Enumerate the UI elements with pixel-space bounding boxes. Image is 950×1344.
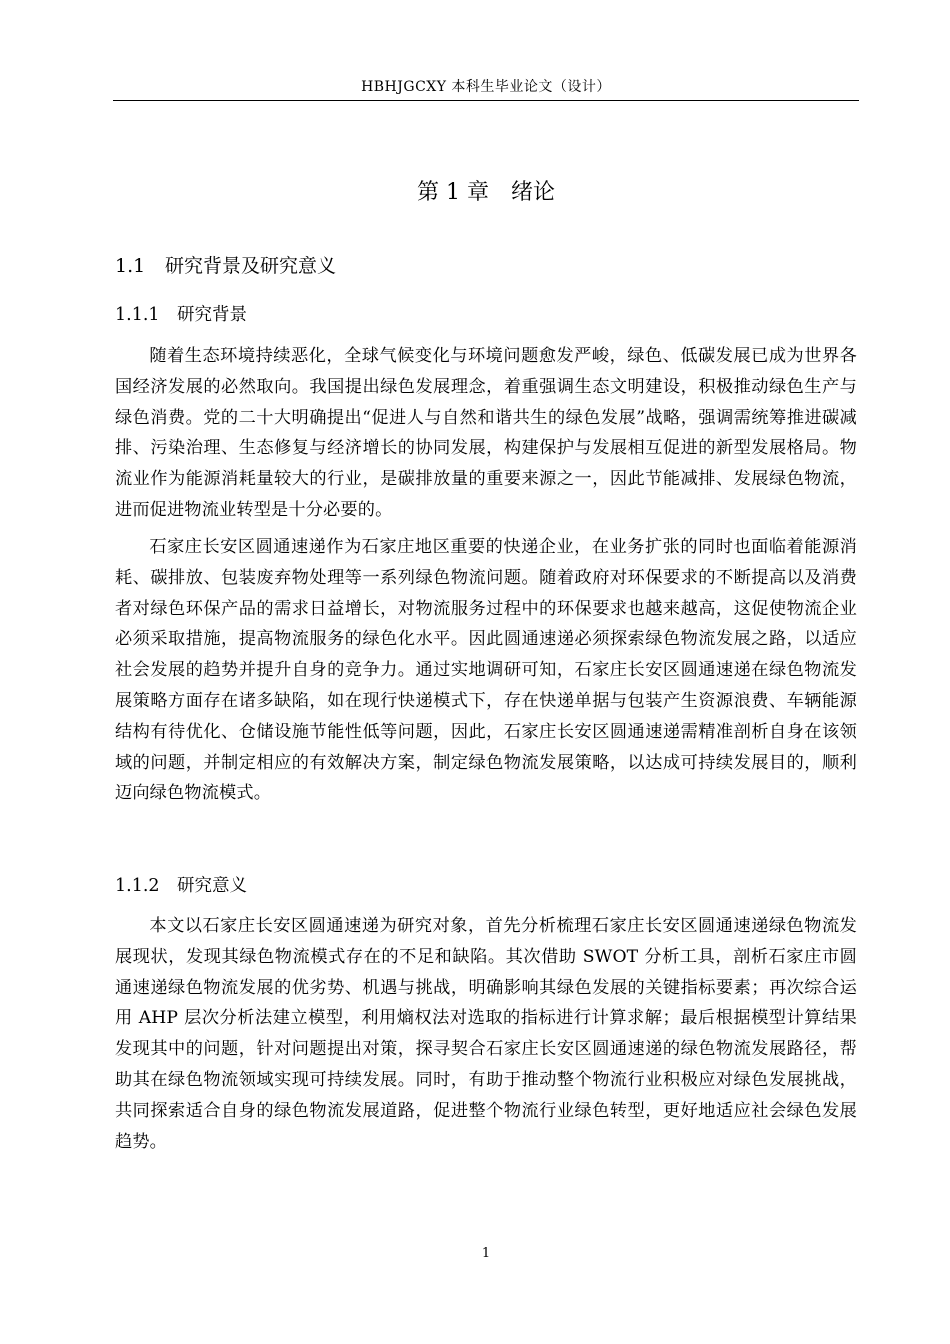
body-paragraph: 本文以石家庄长安区圆通速递为研究对象，首先分析梳理石家庄长安区圆通速递绿色物流发展现状，发现其绿色物流模式存在的不足和缺陷。其次借助 SWOT 分析工具，剖析石家庄市圆通速递绿色物流发展的优劣势、机遇与挑战，明确影响其绿色发展的关键指标要素；再次综合运用 AHP 层次分析法建立模型，利用熵权法对选取的指标进行计算求解；最后根据模型计算结果发现其中的问题，针对问题提出对策，探寻契合石家庄长安区圆通速递的绿色物流发展路径，帮助其在绿色物流领域实现可持续发展。同时，有助于推动整个物流行业积极应对绿色发展挑战，共同探索适合自身的绿色物流发展道路，促进整个物流行业绿色转型，更好地适应社会绿色发展趋势。	[115, 916, 857, 1152]
body-paragraph: 石家庄长安区圆通速递作为石家庄地区重要的快递企业，在业务扩张的同时也面临着能源消耗、碳排放、包装废弃物处理等一系列绿色物流问题。随着政府对环保要求的不断提高以及消费者对绿色环保产品的需求日益增长，对物流服务过程中的环保要求也越来越高，这促使物流企业必须采取措施，提高物流服务的绿色化水平。因此圆通速递必须探索绿色物流发展之路，以适应社会发展的趋势并提升自身的竞争力。通过实地调研可知，石家庄长安区圆通速递在绿色物流发展策略方面存在诸多缺陷，如在现行快递模式下，存在快递单据与包装产生资源浪费、车辆能源结构有待优化、仓储设施节能性低等问题，因此，石家庄长安区圆通速递需精准剖析自身在该领域的问题，并制定相应的有效解决方案，制定绿色物流发展策略，以达成可持续发展目的，顺利迈向绿色物流模式。	[115, 537, 857, 804]
subsection-number: 1.1.1	[115, 305, 160, 325]
body-paragraph: 随着生态环境持续恶化，全球气候变化与环境问题愈发严峻，绿色、低碳发展已成为世界各国经济发展的必然取向。我国提出绿色发展理念，着重强调生态文明建设，积极推动绿色生产与绿色消费。党的二十大明确提出“促进人与自然和谐共生的绿色发展”战略，强调需统筹推进碳减排、污染治理、生态修复与经济增长的协同发展，构建保护与发展相互促进的新型发展格局。物流业作为能源消耗量较大的行业，是碳排放量的重要来源之一，因此节能减排、发展绿色物流，进而促进物流业转型是十分必要的。	[115, 346, 857, 520]
subsection-heading-1-1-1	[115, 302, 247, 328]
header-rule	[113, 100, 859, 101]
subsection-heading-1-1-2	[115, 873, 247, 899]
subsection-number: 1.1.2	[115, 876, 160, 896]
chapter-title	[113, 177, 859, 209]
page-number: 1	[481, 1246, 491, 1261]
subsection-title: 研究背景	[177, 305, 247, 325]
running-header: HBHJGCXY 本科生毕业论文（设计）	[361, 79, 611, 95]
section-number: 1.1	[115, 255, 146, 277]
chapter-number: 第 1 章	[417, 180, 489, 205]
chapter-name: 绪论	[510, 180, 555, 205]
section-title: 研究背景及研究意义	[165, 255, 337, 277]
subsection-title: 研究意义	[177, 876, 247, 896]
section-heading-1-1	[115, 252, 336, 280]
